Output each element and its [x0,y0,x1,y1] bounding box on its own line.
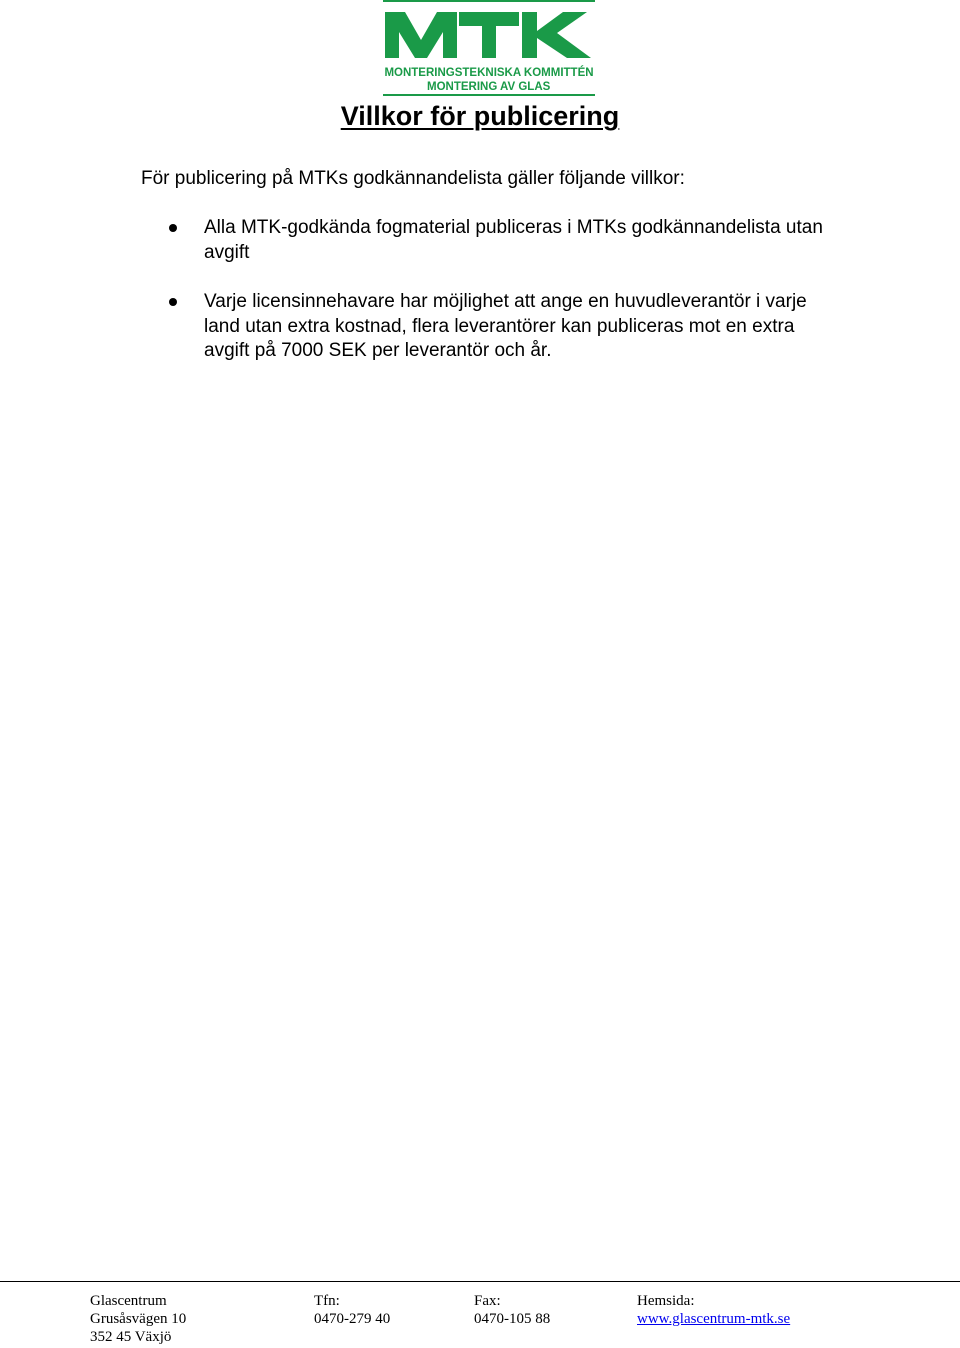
footer-divider [0,1281,960,1282]
footer-company: Glascentrum [90,1293,167,1309]
footer-fax-label: Fax: [474,1293,501,1309]
list-item-text: Alla MTK-godkända fogmaterial publiceras i MTKs godkännandelista utan avgift [204,217,823,263]
footer-web-label: Hemsida: [637,1293,695,1309]
list-item [0,216,844,265]
bullet-icon [169,224,177,232]
intro-text: För publicering på MTKs godkännandelista gäller följande villkor: [141,168,685,189]
page-title: Villkor för publicering [340,101,620,131]
logo-line-1: MONTERINGSTEKNISKA KOMMITTÉN [384,67,594,79]
footer-address [90,1292,186,1346]
footer-website [637,1292,790,1328]
conditions-list [0,216,960,389]
list-item [0,290,844,364]
footer-fax [474,1292,550,1328]
list-item-text: Varje licensinnehavare har möjlighet att ange en huvudleverantör i varje land utan extra kostnad, flera leverantörer kan publiceras mot en extra avgift på 7000 SEK per leverantör och år. [204,291,807,361]
footer-city: 352 45 Växjö [90,1329,172,1345]
footer [0,1292,960,1348]
footer-phone [314,1292,390,1328]
bullet-icon [169,298,177,306]
website-link[interactable]: www.glascentrum-mtk.se [637,1311,791,1327]
footer-phone-number: 0470-279 40 [314,1311,391,1327]
logo-line-2: MONTERING AV GLAS [427,81,551,93]
footer-street: Grusåsvägen 10 [90,1311,187,1327]
footer-fax-number: 0470-105 88 [474,1311,551,1327]
mtk-logo [383,0,595,96]
footer-phone-label: Tfn: [314,1293,340,1309]
